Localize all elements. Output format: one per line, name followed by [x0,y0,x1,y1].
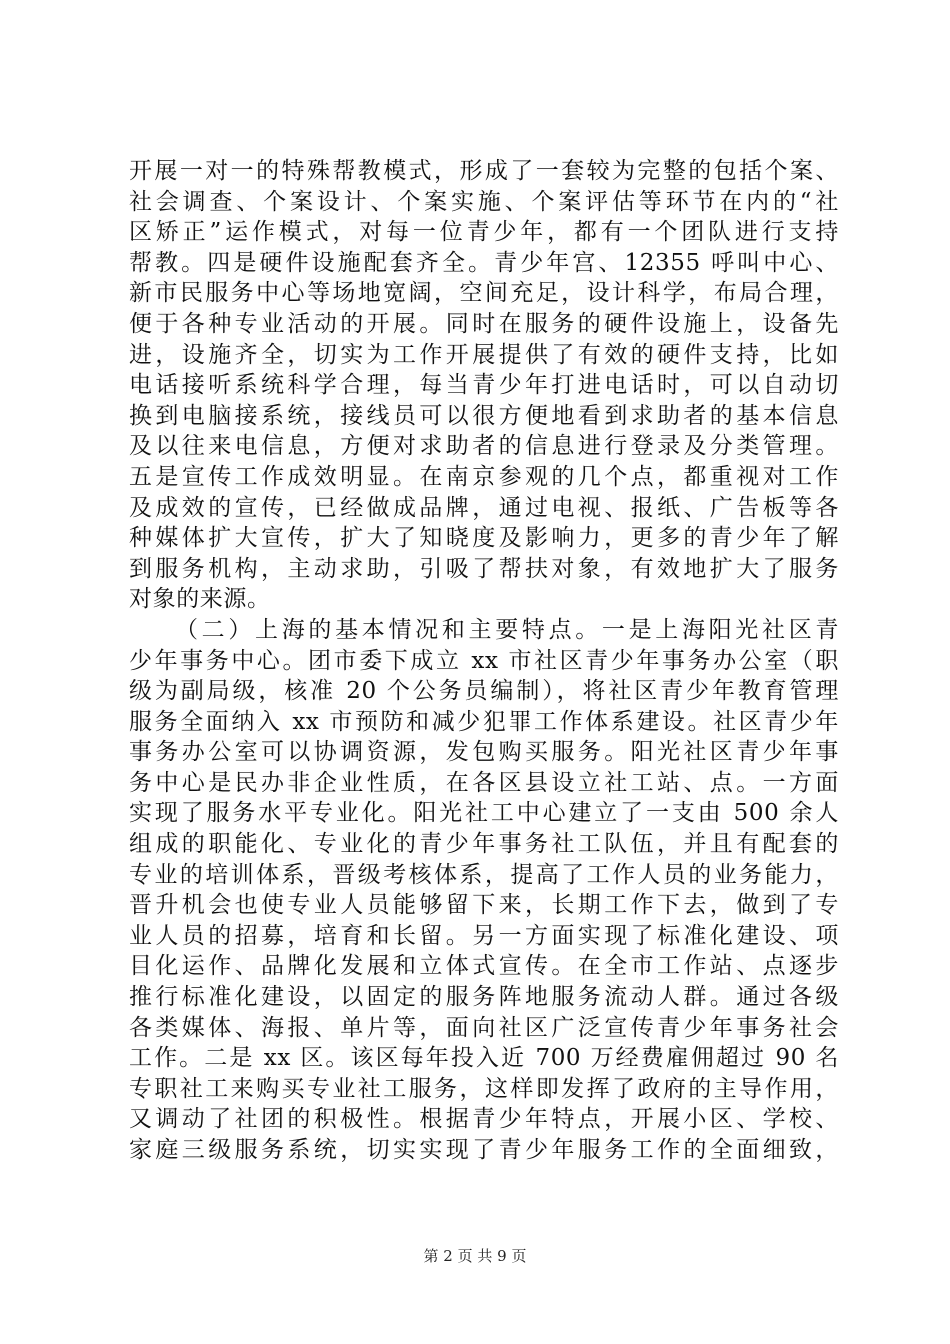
text-line: 级为副局级，核准 20 个公务员编制），将社区青少年教育管理 [129,678,839,705]
text-line: 少年事务中心。团市委下成立 xx 市社区青少年事务办公室（职 [129,647,839,674]
text-line: 实现了服务水平专业化。阳光社工中心建立了一支由 500 余人 [129,800,839,827]
text-line: 事务办公室可以协调资源，发包购买服务。阳光社区青少年事 [129,739,839,766]
text-line: 区矫正”运作模式，对每一位青少年，都有一个团队进行支持 [129,219,839,246]
text-line: 及成效的宣传，已经做成品牌，通过电视、报纸、广告板等各 [129,494,839,521]
text-line: 换到电脑接系统，接线员可以很方便地看到求助者的基本信息 [129,402,839,429]
page-number-footer: 第 2 页 共 9 页 [423,1247,527,1265]
text-line: 电话接听系统科学合理，每当青少年打进电话时，可以自动切 [129,372,839,399]
text-line: 便于各种专业活动的开展。同时在服务的硬件设施上，设备先 [129,310,839,337]
text-line: 开展一对一的特殊帮教模式，形成了一套较为完整的包括个案、 [129,158,839,184]
text-line: 专职社工来购买专业社工服务，这样即发挥了政府的主导作用， [129,1075,839,1102]
text-line: 五是宣传工作成效明显。在南京参观的几个点，都重视对工作 [129,463,839,490]
text-line: 家庭三级服务系统，切实实现了青少年服务工作的全面细致， [129,1137,839,1163]
text-line: 及以往来电信息，方便对求助者的信息进行登录及分类管理。 [129,433,839,460]
text-line: 组成的职能化、专业化的青少年事务社工队伍，并且有配套的 [129,831,839,858]
text-line: 帮教。四是硬件设施配套齐全。青少年宫、12355 呼叫中心、 [129,249,839,276]
text-line: 目化运作、品牌化发展和立体式宣传。在全市工作站、点逐步 [129,953,839,980]
paragraph-end-line: 对象的来源。 [129,586,271,613]
text-line: 新市民服务中心等场地宽阔，空间充足，设计科学，布局合理， [129,280,839,307]
text-line: 服务全面纳入 xx 市预防和减少犯罪工作体系建设。社区青少年 [129,708,839,735]
text-line: 推行标准化建设，以固定的服务阵地服务流动人群。通过各级 [129,984,839,1011]
text-line: 到服务机构，主动求助，引吸了帮扶对象，有效地扩大了服务 [129,555,839,582]
text-line: 进，设施齐全，切实为工作开展提供了有效的硬件支持，比如 [129,341,839,368]
section-heading-line: （二）上海的基本情况和主要特点。一是上海阳光社区青 [175,616,839,643]
text-line: 专业的培训体系，晋级考核体系，提高了工作人员的业务能力， [129,861,839,888]
text-line: 晋升机会也使专业人员能够留下来，长期工作下去，做到了专 [129,892,839,919]
text-line: 工作。二是 xx 区。该区每年投入近 700 万经费雇佣超过 90 名 [129,1045,839,1072]
body-text [129,156,839,1166]
text-line: 又调动了社团的积极性。根据青少年特点，开展小区、学校、 [129,1106,839,1133]
text-line: 各类媒体、海报、单片等，面向社区广泛宣传青少年事务社会 [129,1014,839,1041]
text-line: 务中心是民办非企业性质，在各区县设立社工站、点。一方面 [129,769,839,796]
text-line: 社会调查、个案设计、个案实施、个案评估等环节在内的“社 [129,188,839,215]
text-line: 种媒体扩大宣传，扩大了知晓度及影响力，更多的青少年了解 [129,525,839,552]
text-line: 业人员的招募，培育和长留。另一方面实现了标准化建设、项 [129,922,839,949]
